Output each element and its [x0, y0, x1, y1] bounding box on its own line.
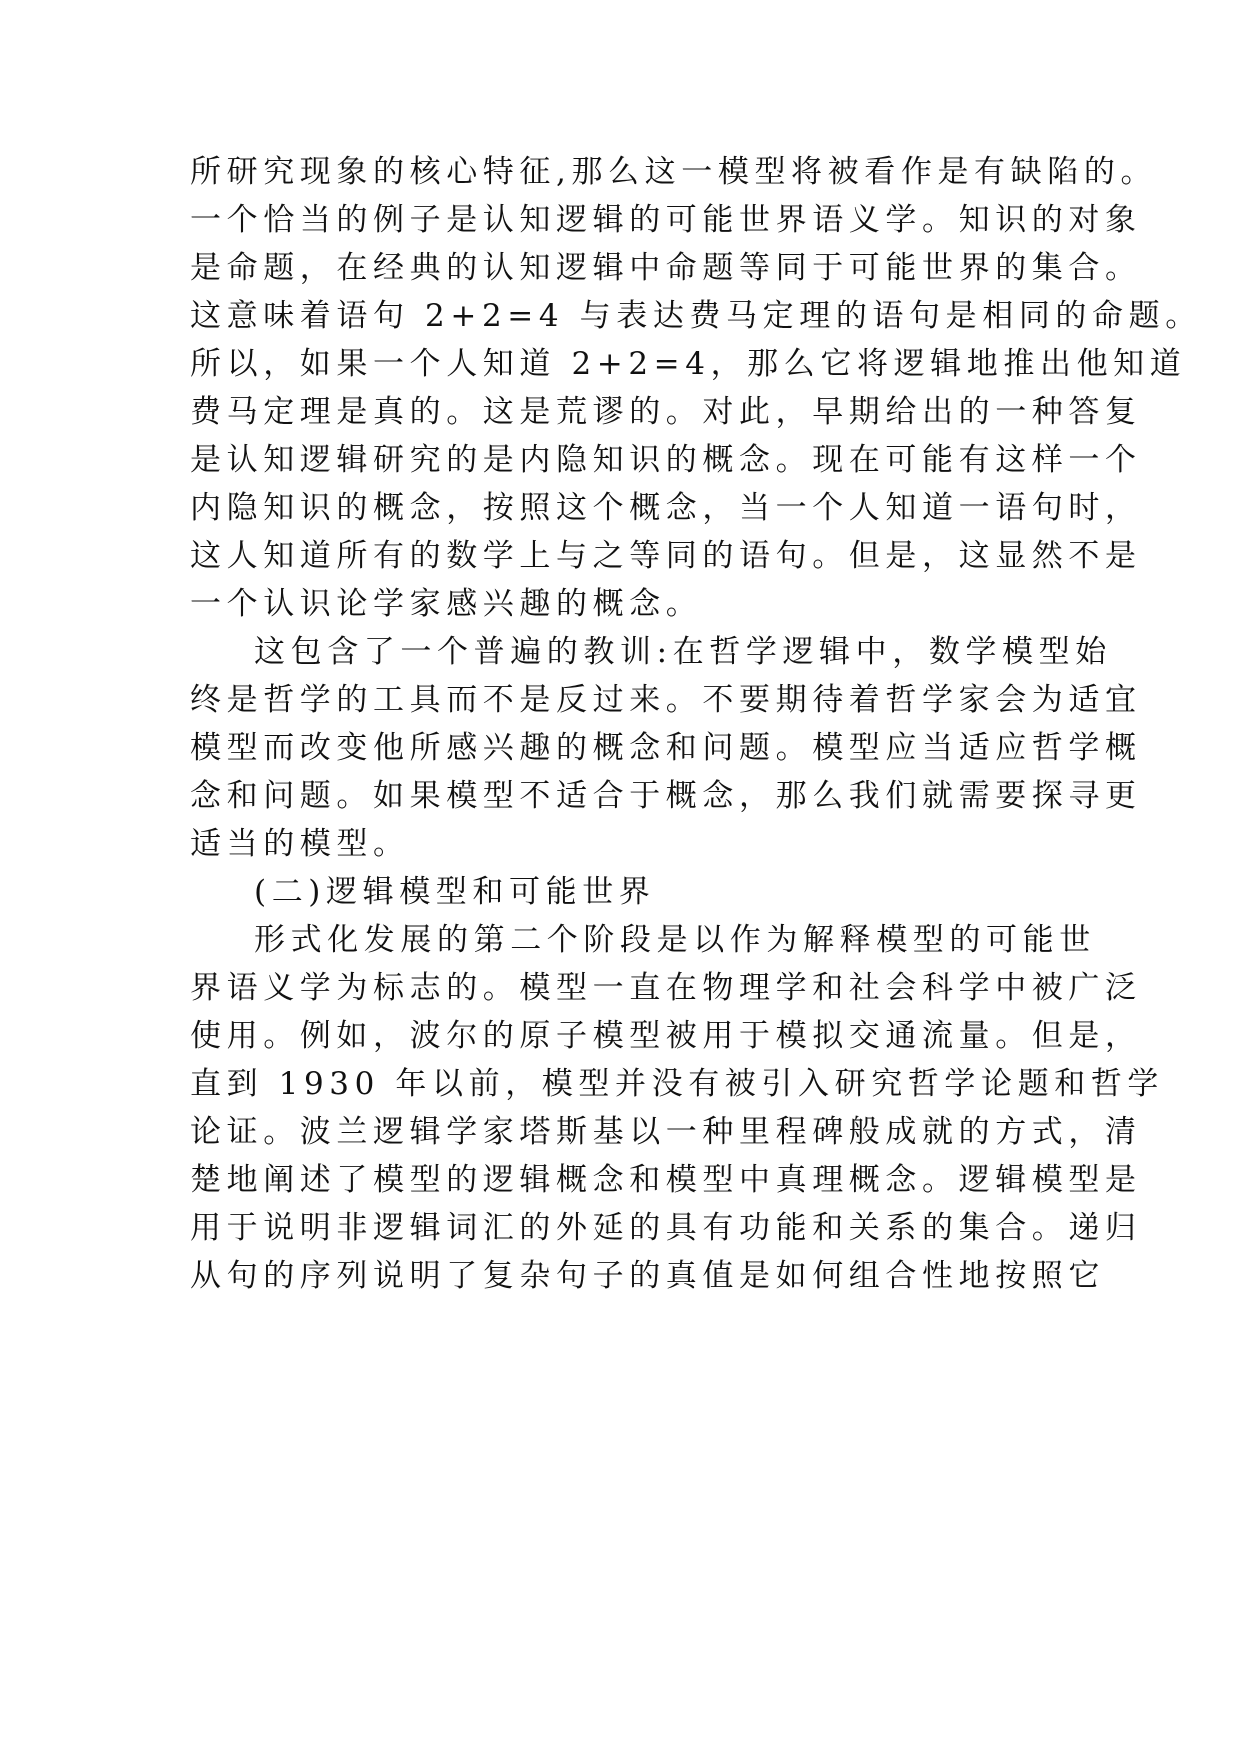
text-line: 界语义学为标志的。模型一直在物理学和社会科学中被广泛	[190, 970, 1142, 1006]
text-line: 模型而改变他所感兴趣的概念和问题。模型应当适应哲学概	[190, 730, 1142, 766]
text-line: 念和问题。如果模型不适合于概念，那么我们就需要探寻更	[190, 778, 1142, 814]
text-line: 费马定理是真的。这是荒谬的。对此，早期给出的一种答复	[190, 394, 1142, 430]
text-line: 这意味着语句 2+2=4 与表达费马定理的语句是相同的命题。	[190, 298, 1202, 334]
text-line: 是命题，在经典的认知逻辑中命题等同于可能世界的集合。	[190, 250, 1142, 286]
paragraph-first-line: 这包含了一个普遍的教训:在哲学逻辑中，数学模型始	[254, 634, 1112, 670]
text-line: 是认知逻辑研究的是内隐知识的概念。现在可能有这样一个	[190, 442, 1142, 478]
text-line: 适当的模型。	[190, 826, 410, 862]
text-line: 这人知道所有的数学上与之等同的语句。但是，这显然不是	[190, 538, 1142, 574]
text-line: 内隐知识的概念，按照这个概念，当一个人知道一语句时，	[190, 490, 1142, 526]
text-line: 终是哲学的工具而不是反过来。不要期待着哲学家会为适宜	[190, 682, 1142, 718]
text-line: 从句的序列说明了复杂句子的真值是如何组合性地按照它	[190, 1258, 1105, 1294]
text-line: 用于说明非逻辑词汇的外延的具有功能和关系的集合。递归	[190, 1210, 1142, 1246]
section-heading: (二)逻辑模型和可能世界	[254, 874, 656, 910]
paragraph-first-line: 形式化发展的第二个阶段是以作为解释模型的可能世	[254, 922, 1096, 958]
text-line: 论证。波兰逻辑学家塔斯基以一种里程碑般成就的方式，清	[190, 1114, 1142, 1150]
text-line: 所研究现象的核心特征,那么这一模型将被看作是有缺陷的。	[190, 154, 1158, 190]
text-line: 直到 1930 年以前，模型并没有被引入研究哲学论题和哲学	[190, 1066, 1164, 1102]
text-line: 楚地阐述了模型的逻辑概念和模型中真理概念。逻辑模型是	[190, 1162, 1142, 1198]
text-line: 所以，如果一个人知道 2+2=4，那么它将逻辑地推出他知道	[190, 346, 1187, 382]
text-line: 使用。例如，波尔的原子模型被用于模拟交通流量。但是，	[190, 1018, 1142, 1054]
text-line: 一个恰当的例子是认知逻辑的可能世界语义学。知识的对象	[190, 202, 1142, 238]
text-line: 一个认识论学家感兴趣的概念。	[190, 586, 703, 622]
